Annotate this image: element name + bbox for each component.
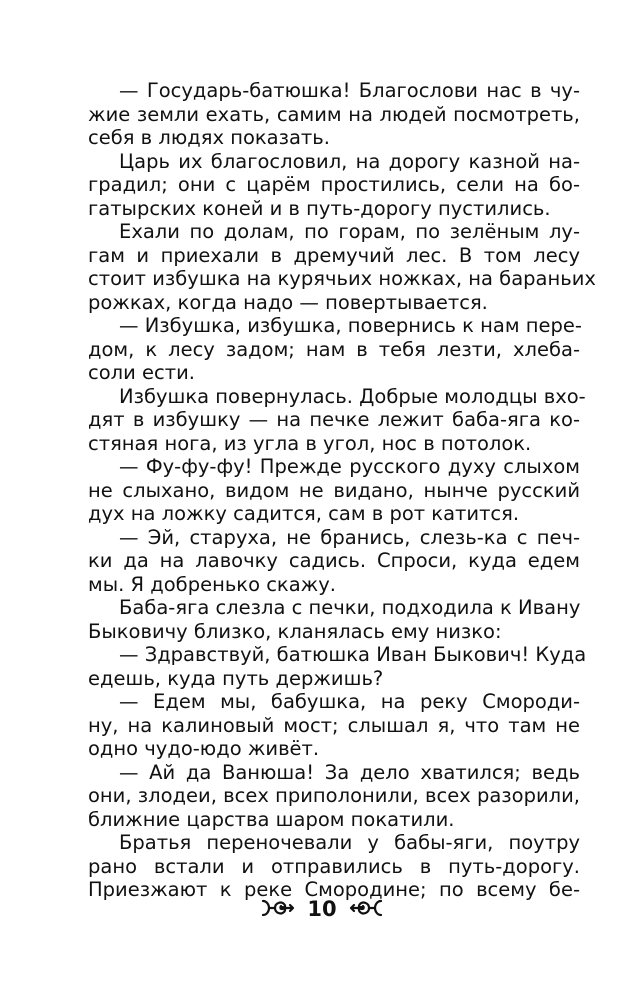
- text-line: — Избушка, избушка, повернись к нам пере-: [119, 314, 582, 337]
- text-line: Быковичу близко, кланялась ему низко:: [88, 619, 502, 643]
- text-line: рано встали и отправились в путь-дорогу.: [88, 854, 580, 878]
- paragraph: [88, 761, 580, 832]
- text-line: соли ести.: [88, 361, 195, 384]
- text-line: — Здравствуй, батюшка Иван Быкович! Куда: [119, 643, 587, 666]
- text-line: градил; они с царём простились, сели на бо-: [88, 173, 580, 196]
- text-line: — Государь-батюшка! Благослови нас в чу-: [119, 79, 580, 102]
- text-line: Баба-яга слезла с печки, подходила к Ивану: [119, 596, 581, 619]
- paragraph: [88, 643, 587, 690]
- text-line: дят в избушку — на печке лежит баба-яга ко-: [88, 408, 580, 431]
- text-line: ну, на калиновый мост; слышал я, что там не: [88, 713, 580, 737]
- page-folio: [0, 895, 644, 923]
- text-line: дух на ложку садится, сам в рот катится.: [88, 502, 520, 525]
- text-line: рожках, когда надо — повертывается.: [88, 290, 488, 314]
- text-line: одно чудо-юдо живёт.: [88, 737, 320, 760]
- flourish-right-icon: [261, 897, 295, 919]
- text-line: — Фу-фу-фу! Прежде русского духу слыхом: [119, 455, 580, 478]
- text-line: — Едем мы, бабушка, на реку Смороди-: [119, 690, 580, 713]
- paragraph: [88, 79, 580, 150]
- text-line: дом, к лесу задом; нам в тебя лезти, хлеба-: [88, 337, 580, 361]
- text-line: ближние царства шаром покатили.: [88, 807, 455, 831]
- text-line: они, злодеи, всех приполонили, всех разорили,: [88, 784, 580, 807]
- paragraph: [88, 150, 580, 221]
- text-line: жие земли ехать, самим на людей посмотреть,: [88, 102, 580, 126]
- paragraph: [88, 455, 580, 526]
- text-line: ки да на лавочку садись. Спроси, куда едем: [88, 549, 580, 572]
- text-line: стоит избушка на курячьих ножках, на бараньих: [88, 267, 596, 290]
- text-line: Избушка повернулась. Добрые молодцы вхо-: [119, 384, 586, 408]
- flourish-left-icon: [349, 897, 383, 919]
- text-line: мы. Я добренько скажу.: [88, 572, 336, 596]
- page-number: 10: [307, 897, 337, 921]
- paragraph: [88, 831, 580, 902]
- paragraph: [88, 314, 580, 385]
- paragraph: [88, 690, 580, 761]
- paragraph: [88, 220, 596, 314]
- text-line: стяная нога, из угла в угол, нос в потолок.: [88, 431, 532, 455]
- text-line: едешь, куда путь держишь?: [88, 666, 384, 690]
- paragraph: [88, 384, 586, 456]
- text-line: — Ай да Ванюша! За дело хватился; ведь: [119, 760, 580, 784]
- text-line: Братья переночевали у бабы-яги, поутру: [119, 831, 580, 854]
- text-line: не слыхано, видом не видано, нынче русский: [88, 478, 580, 502]
- book-page-text: [88, 79, 596, 902]
- text-line: гам и приехали в дремучий лес. В том лесу: [88, 243, 580, 267]
- paragraph: [88, 526, 580, 597]
- text-line: — Эй, старуха, не бранись, слезь-ка с печ-: [119, 525, 580, 549]
- text-line: Ехали по долам, по горам, по зелёным лу-: [119, 220, 580, 243]
- text-line: гатырских коней и в путь-дорогу пустились.: [88, 196, 551, 220]
- text-line: себя в людях показать.: [88, 126, 330, 149]
- text-line: Царь их благословил, на дорогу казной на-: [119, 149, 580, 173]
- paragraph: [88, 596, 580, 643]
- text-line: Приезжают к реке Смородине; по всему бе-: [88, 878, 580, 901]
